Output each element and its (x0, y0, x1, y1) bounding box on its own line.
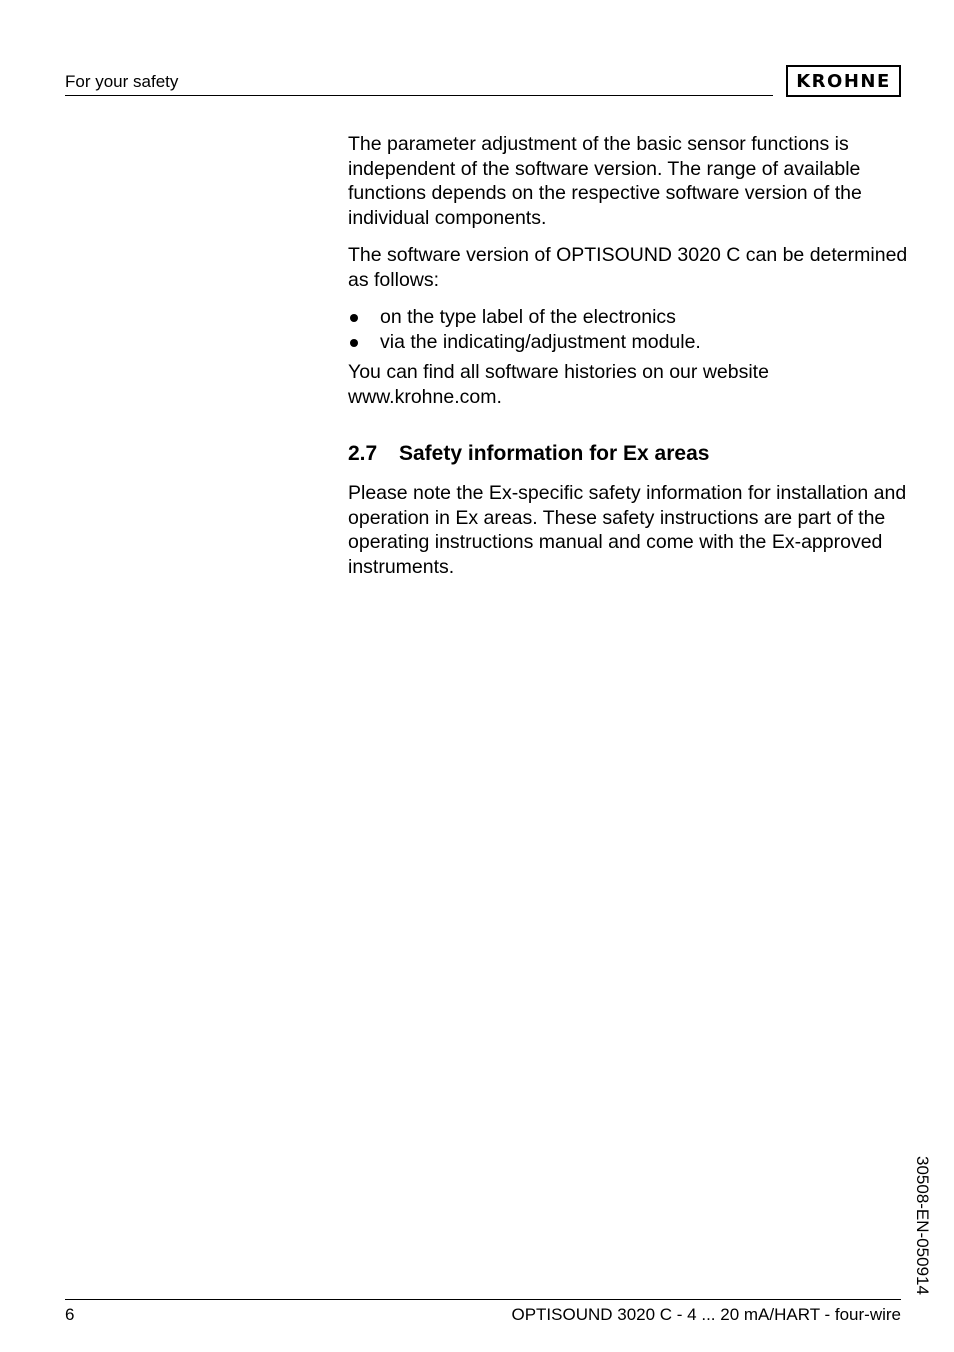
list-item-text: via the indicating/adjustment module. (380, 330, 701, 353)
paragraph-software-version-independence: The parameter adjustment of the basic sensor functions is independent of the software version. The range of available functions depends on the respective software version of the individual components. (348, 133, 862, 229)
running-header-title: For your safety (65, 72, 179, 91)
document-code-vertical (909, 1156, 935, 1306)
section-title: Safety information for Ex areas (399, 442, 710, 465)
section-number: 2.7 (348, 442, 378, 465)
bullet-list (348, 305, 908, 354)
logo-text: KROHNE (796, 70, 891, 92)
list-item (348, 330, 908, 355)
footer-product-title: OPTISOUND 3020 C - 4 ... 20 mA/HART - four-wire (511, 1305, 901, 1324)
footer-divider (65, 1299, 901, 1300)
paragraph-software-histories: You can find all software histories on our website www.krohne.com. (348, 361, 769, 408)
bullet-icon (350, 339, 358, 347)
main-content (348, 132, 908, 592)
page-number: 6 (65, 1305, 75, 1324)
list-item-text: on the type label of the electronics (380, 306, 676, 328)
krohne-logo (786, 65, 901, 97)
paragraph-determine-software-version: The software version of OPTISOUND 3020 C can be determined as follows: (348, 244, 908, 291)
bullet-icon (350, 314, 358, 322)
document-code-text: 30508-EN-050914 (913, 1156, 932, 1295)
list-item (348, 305, 908, 330)
header-divider (65, 95, 773, 96)
section-heading (348, 441, 908, 467)
paragraph-ex-safety-info: Please note the Ex-specific safety information for installation and operation in Ex areas. These safety instructions are part of the operating instructions manual and come with the Ex-approved instruments. (348, 482, 907, 578)
